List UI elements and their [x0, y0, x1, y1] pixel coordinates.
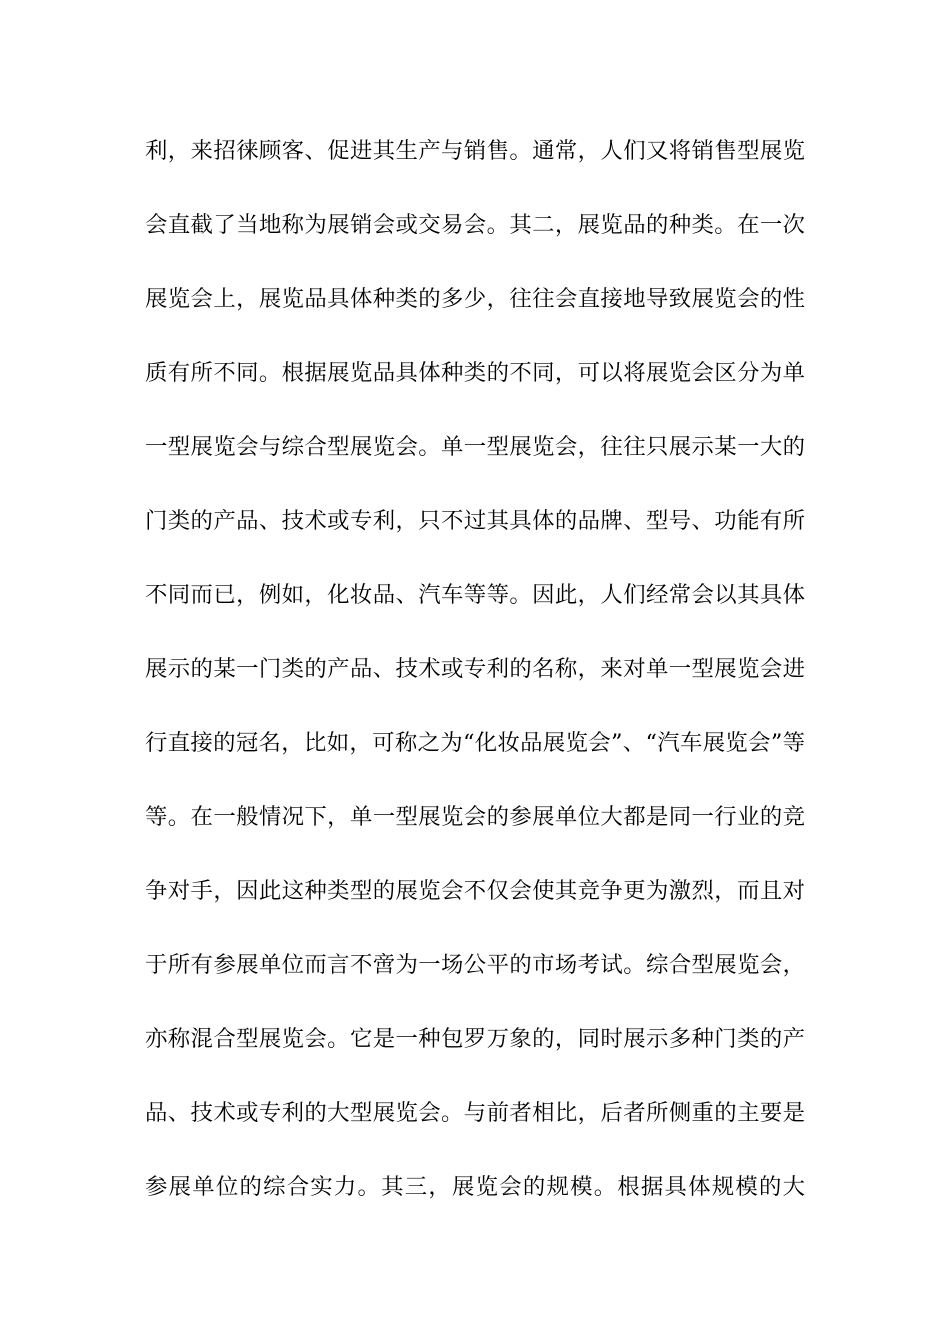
text-line: 门类的产品、技术或专利，只不过其具体的品牌、型号、功能有所 — [145, 508, 805, 534]
body-text — [145, 124, 805, 1234]
text-line: 一型展览会与综合型展览会。单一型展览会，往往只展示某一大的 — [145, 434, 805, 460]
text-line: 于所有参展单位而言不啻为一场公平的市场考试。综合型展览会， — [145, 952, 805, 978]
text-line: 不同而已，例如，化妆品、汽车等等。因此，人们经常会以其具体 — [145, 582, 805, 608]
text-line: 争对手，因此这种类型的展览会不仅会使其竞争更为激烈，而且对 — [145, 878, 805, 904]
text-line: 展示的某一门类的产品、技术或专利的名称，来对单一型展览会进 — [145, 656, 805, 682]
text-line: 展览会上，展览品具体种类的多少，往往会直接地导致展览会的性 — [145, 286, 805, 312]
text-line: 行直接的冠名，比如，可称之为“化妆品展览会”、“汽车展览会”等 — [145, 730, 805, 756]
text-line: 品、技术或专利的大型展览会。与前者相比，后者所侧重的主要是 — [145, 1100, 805, 1126]
text-line: 利，来招徕顾客、促进其生产与销售。通常，人们又将销售型展览 — [145, 138, 805, 164]
text-line: 亦称混合型展览会。它是一种包罗万象的，同时展示多种门类的产 — [145, 1026, 805, 1052]
text-line: 质有所不同。根据展览品具体种类的不同，可以将展览会区分为单 — [145, 360, 805, 386]
text-line: 会直截了当地称为展销会或交易会。其二，展览品的种类。在一次 — [145, 212, 805, 238]
text-line: 参展单位的综合实力。其三，展览会的规模。根据具体规模的大 — [145, 1174, 805, 1200]
text-line: 等。在一般情况下，单一型展览会的参展单位大都是同一行业的竞 — [145, 804, 805, 830]
